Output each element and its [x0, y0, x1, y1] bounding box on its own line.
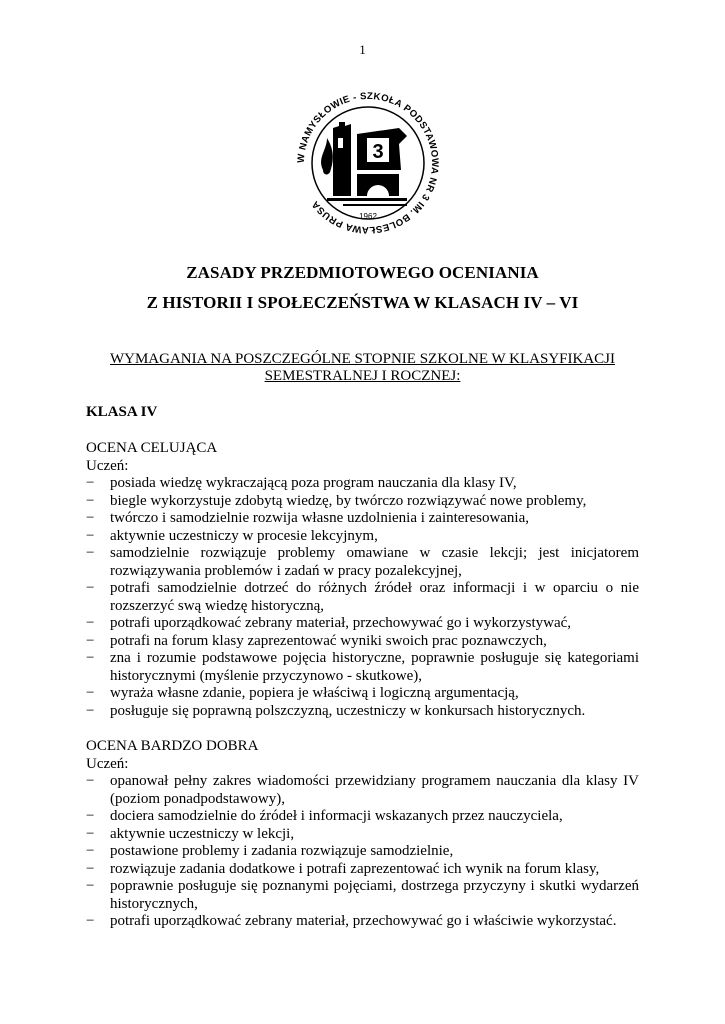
bullet-dash: − [86, 545, 95, 561]
list-item: − opanował pełny zakres wiadomości przewidziany programem nauczania dla klasy IV (poziom ponadpodstawowy), [86, 773, 639, 807]
bullet-dash: − [86, 878, 95, 894]
list-item: − potrafi na forum klasy zaprezentować wyniki swoich prac poznawczych, [86, 632, 547, 649]
school-logo [283, 78, 453, 248]
list-item: − dociera samodzielnie do źródeł i informacji wskazanych przez nauczyciela, [86, 808, 563, 824]
section-heading: OCENA BARDZO DOBRA [86, 738, 259, 754]
bullet-dash: − [86, 825, 95, 842]
subtitle-line-2: SEMESTRALNEJ I ROCZNEJ: [264, 368, 461, 384]
grade-section-excellent [86, 440, 639, 720]
bullet-dash: − [86, 860, 95, 877]
bullet-dash: − [86, 615, 95, 631]
bullet-dash: − [86, 580, 95, 596]
list-item: − samodzielnie rozwiązuje problemy omawiane w czasie lekcji; jest inicjatorem rozwiązywania problemów i zadań w pracy pozalekcyjnej, [86, 545, 639, 579]
bullet-dash: − [86, 527, 95, 544]
arch-icon [357, 174, 399, 196]
section-lead: Uczeń: [86, 457, 129, 474]
subtitle-line-1: WYMAGANIA NA POSZCZEGÓLNE STOPNIE SZKOLNE W KLASYFIKACJI [109, 351, 615, 367]
list-item: − zna i rozumie podstawowe pojęcia historyczne, poprawnie posługuje się kategoriami historycznymi (myślenie przyczynowo - skutkowe), [86, 650, 639, 684]
list-item: − poprawnie posługuje się poznanymi pojęciami, dostrzega przyczyny i skutki wydarzeń historycznych, [86, 878, 639, 912]
bullet-dash: − [86, 492, 95, 509]
bullet-dash: − [86, 685, 95, 701]
bullet-dash: − [86, 843, 95, 859]
section-lead: Uczeń: [86, 755, 129, 772]
list-item: − aktywnie uczestniczy w lekcji, [86, 825, 295, 842]
requirements-list [86, 773, 639, 931]
section-heading: OCENA CELUJĄCA [86, 440, 218, 456]
bullet-dash: − [86, 475, 95, 491]
list-item: − potrafi uporządkować zebrany materiał, przechowywać go i właściwie wykorzystać. [86, 913, 617, 929]
list-item: − rozwiązuje zadania dodatkowe i potrafi zaprezentować ich wynik na forum klasy, [86, 860, 600, 877]
list-item: − posługuje się poprawną polszczyzną, uczestniczy w konkursach historycznych. [86, 702, 586, 719]
grade-section-very-good [86, 738, 639, 931]
document-title-line-2: Z HISTORII I SPOŁECZEŃSTWA W KLASACH IV – VI [146, 293, 579, 312]
flame-icon [321, 138, 333, 174]
requirements-subtitle [60, 351, 665, 385]
document-title-line-1: ZASADY PRZEDMIOTOWEGO OCENIANIA [186, 263, 539, 282]
list-item: − biegle wykorzystuje zdobytą wiedzę, by twórczo rozwiązywać nowe problemy, [86, 492, 587, 509]
logo-number: 3 [372, 141, 384, 163]
tower-icon [333, 122, 351, 196]
class-heading: KLASA IV [86, 404, 158, 420]
logo-ring-text: W NAMYSŁOWIE - SZKOŁA PODSTAWOWA NR 3 IM. BOLESŁAWA PRUSA [295, 90, 441, 236]
list-item: − potrafi uporządkować zebrany materiał, przechowywać go i wykorzystywać, [86, 615, 572, 631]
list-item: − wyraża własne zdanie, popiera je właściwą i logiczną argumentacją, [86, 685, 519, 701]
requirements-list [86, 475, 639, 720]
bullet-dash: − [86, 913, 95, 929]
bullet-dash: − [86, 702, 95, 719]
list-item: − posiada wiedzę wykraczającą poza program nauczania dla klasy IV, [86, 475, 517, 491]
list-item: − postawione problemy i zadania rozwiązuje samodzielnie, [86, 843, 454, 859]
bullet-dash: − [86, 510, 95, 526]
bullet-dash: − [86, 650, 95, 666]
list-item: − twórczo i samodzielnie rozwija własne uzdolnienia i zainteresowania, [86, 510, 530, 526]
bullet-dash: − [86, 773, 95, 789]
page-number: 1 [359, 42, 366, 57]
logo-year: 1962 [359, 212, 377, 221]
bullet-dash: − [86, 632, 95, 649]
bullet-dash: − [86, 808, 95, 824]
list-item: − aktywnie uczestniczy w procesie lekcyjnym, [86, 527, 378, 544]
list-item: − potrafi samodzielnie dotrzeć do różnych źródeł oraz informacji i w oparciu o nie rozszerzyć swą wiedzę historyczną, [86, 580, 639, 614]
